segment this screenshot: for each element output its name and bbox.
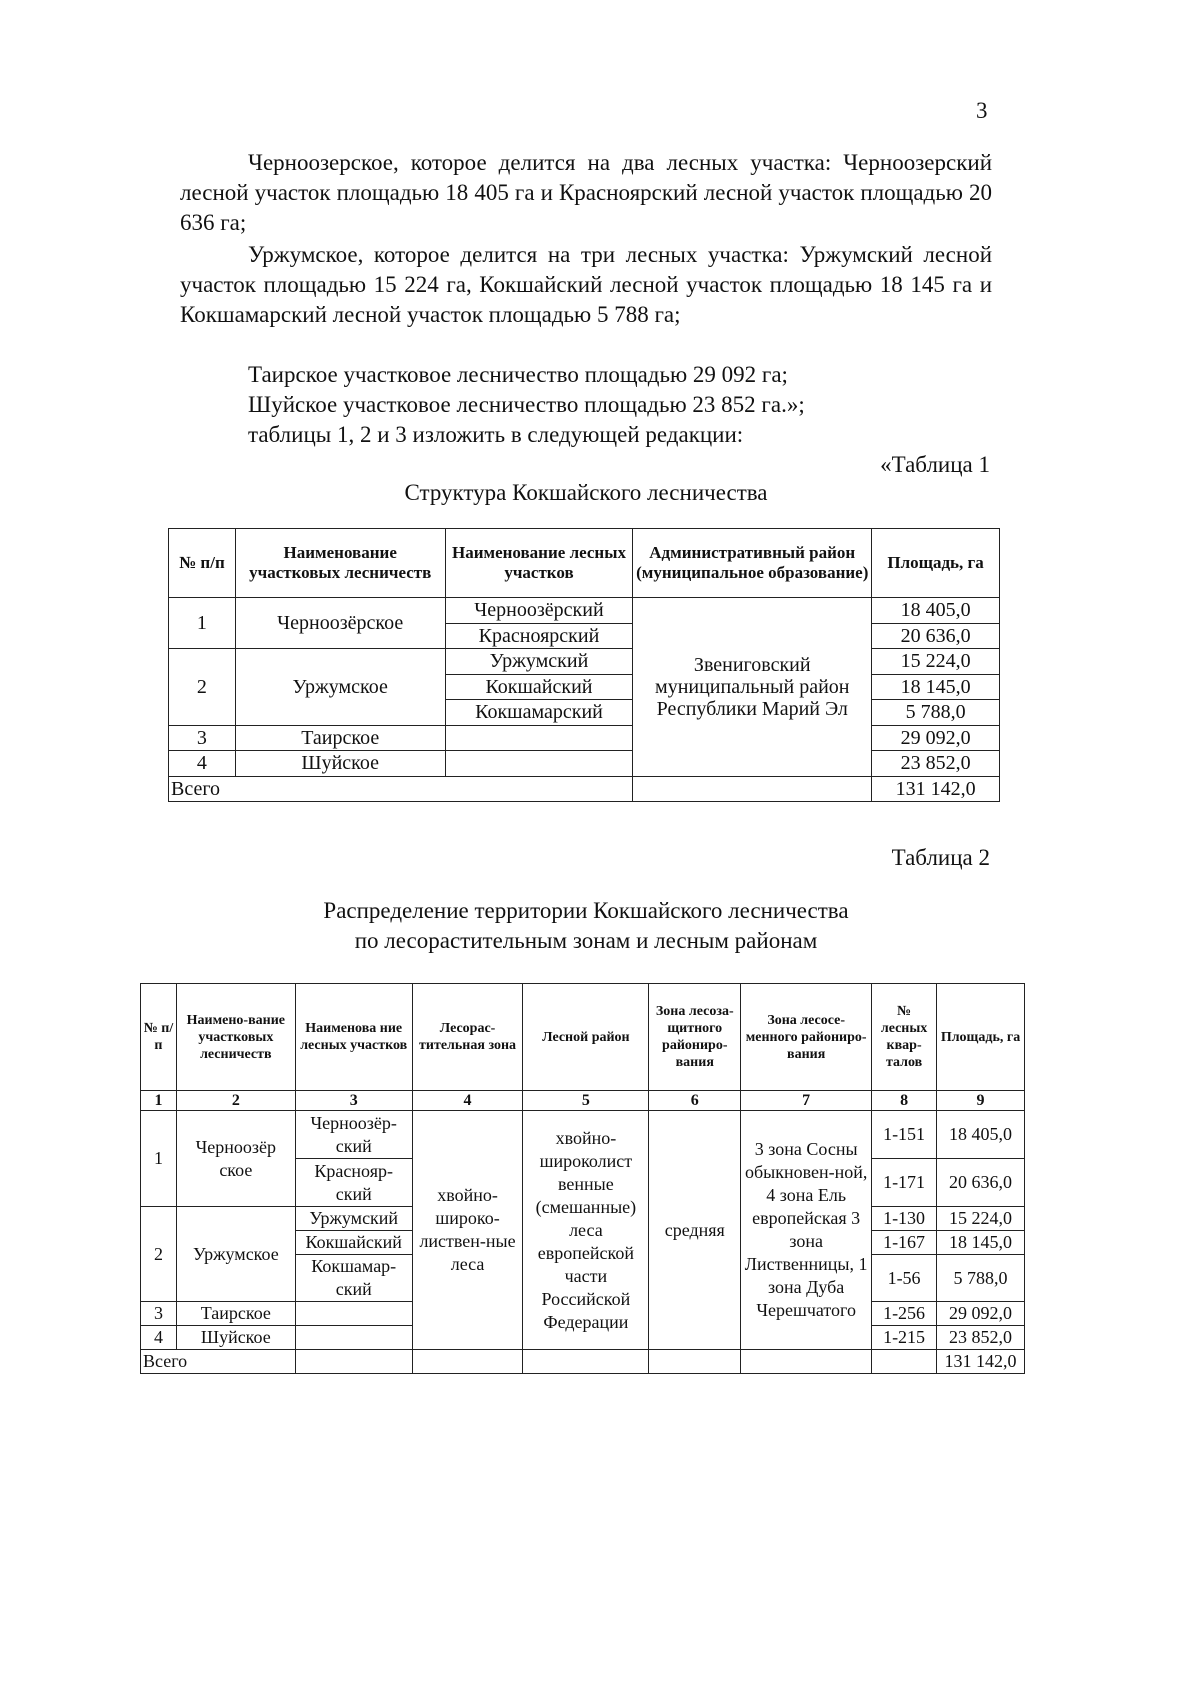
cell: 131 142,0 (872, 776, 1000, 802)
cell: 18 145,0 (872, 674, 1000, 700)
cell (445, 725, 633, 751)
header-cell: Лесорас-тительная зона (412, 984, 523, 1091)
header-cell: № п/п (169, 529, 236, 598)
cell: Уржумское (176, 1207, 295, 1302)
cell: Краснояр-ский (295, 1159, 412, 1207)
cell (295, 1326, 412, 1350)
cell: 2 (141, 1207, 177, 1302)
cell: средняя (649, 1111, 741, 1350)
cell: Черноозёр ское (176, 1111, 295, 1207)
cell: 29 092,0 (937, 1302, 1025, 1326)
cell (633, 776, 872, 802)
cell: Всего (169, 776, 633, 802)
cell: 4 (141, 1326, 177, 1350)
header-cell: Зона лесоза-щитного райониро-вания (649, 984, 741, 1091)
cell: 5 788,0 (937, 1255, 1025, 1302)
column-number-row (141, 1091, 1025, 1111)
cell (295, 1350, 412, 1374)
header-cell: Площадь, га (937, 984, 1025, 1091)
cell: Уржумское (235, 649, 445, 726)
header-cell: № п/п (141, 984, 177, 1091)
cell: 18 405,0 (872, 598, 1000, 624)
table2-label: Таблица 2 (891, 845, 990, 870)
header-cell: 1 (141, 1091, 177, 1111)
table2 (140, 983, 1025, 1374)
cell: хвойно-широколист венные (смешанные) леса европейской части Российской Федерации (523, 1111, 649, 1350)
header-cell: Наименова ние лесных участков (295, 984, 412, 1091)
table-total-row (141, 1350, 1025, 1374)
header-cell: 2 (176, 1091, 295, 1111)
cell (295, 1302, 412, 1326)
header-cell: Зона лесосе-менного райониро-вания (741, 984, 872, 1091)
cell (412, 1350, 523, 1374)
cell: Шуйское (176, 1326, 295, 1350)
cell: Шуйское (235, 751, 445, 777)
cell: Таирское (235, 725, 445, 751)
cell: 23 852,0 (872, 751, 1000, 777)
cell: Всего (141, 1350, 296, 1374)
cell: 2 (169, 649, 236, 726)
table-row (169, 598, 1000, 624)
cell: 3 зона Сосны обыкновен-ной, 4 зона Ель европейская 3 зона Лиственницы, 1 зона Дуба Черешчатого (741, 1111, 872, 1350)
header-cell: 9 (937, 1091, 1025, 1111)
paragraph: Таирское участковое лесничество площадью 29 092 га; (248, 362, 788, 387)
header-cell: 7 (741, 1091, 872, 1111)
cell: 1 (141, 1111, 177, 1207)
table1-title: Структура Кокшайского лесничества (404, 480, 768, 505)
paragraph: Черноозерское, которое делится на два лесных участка: Черноозерский лесной участок площадью 18 405 га и Красноярский лесной участок площадью 20 636 га; (180, 150, 992, 235)
cell: Кокшайский (295, 1231, 412, 1255)
header-cell: 5 (523, 1091, 649, 1111)
cell: 1-151 (872, 1111, 937, 1159)
header-cell: № лесных квар-талов (872, 984, 937, 1091)
table1-label: «Таблица 1 (880, 452, 990, 477)
table-row (141, 1111, 1025, 1159)
table-header-row (141, 984, 1025, 1091)
cell: Красноярский (445, 623, 633, 649)
cell: 18 405,0 (937, 1111, 1025, 1159)
cell: 1-171 (872, 1159, 937, 1207)
cell (649, 1350, 741, 1374)
cell: 29 092,0 (872, 725, 1000, 751)
paragraph: таблицы 1, 2 и 3 изложить в следующей редакции: (248, 422, 744, 447)
table1 (168, 528, 1000, 802)
header-cell: Наименование лесных участков (445, 529, 633, 598)
cell: 131 142,0 (937, 1350, 1025, 1374)
cell: Кокшамар-ский (295, 1255, 412, 1302)
cell: Уржумский (295, 1207, 412, 1231)
header-cell: 4 (412, 1091, 523, 1111)
header-cell: Наимено-вание участковых лесничеств (176, 984, 295, 1091)
cell: 20 636,0 (937, 1159, 1025, 1207)
cell: 3 (169, 725, 236, 751)
cell: 18 145,0 (937, 1231, 1025, 1255)
cell: 23 852,0 (937, 1326, 1025, 1350)
page-number: 3 (976, 98, 988, 123)
header-cell: 8 (872, 1091, 937, 1111)
cell: Кокшамарский (445, 700, 633, 726)
cell: 1-167 (872, 1231, 937, 1255)
header-cell: Административный район (муниципальное образование) (633, 529, 872, 598)
header-cell: Лесной район (523, 984, 649, 1091)
table-total-row (169, 776, 1000, 802)
cell: 1-130 (872, 1207, 937, 1231)
cell: Черноозёрское (235, 598, 445, 649)
cell: 20 636,0 (872, 623, 1000, 649)
cell: 4 (169, 751, 236, 777)
cell: Черноозёр-ский (295, 1111, 412, 1159)
table-header-row (169, 529, 1000, 598)
cell: 1-215 (872, 1326, 937, 1350)
paragraph: Уржумское, которое делится на три лесных участка: Уржумский лесной участок площадью 15 224 га, Кокшайский лесной участок площадью 18 145 га и Кокшамарский лесной участок площадью 5 788 га; (180, 242, 992, 327)
cell: Звениговский муниципальный район Республики Марий Эл (633, 598, 872, 777)
cell: 1 (169, 598, 236, 649)
cell: 5 788,0 (872, 700, 1000, 726)
cell: Уржумский (445, 649, 633, 675)
cell: 15 224,0 (872, 649, 1000, 675)
cell (872, 1350, 937, 1374)
table-row (169, 725, 1000, 751)
cell: хвойно-широко-листвен-ные леса (412, 1111, 523, 1350)
cell: 15 224,0 (937, 1207, 1025, 1231)
table-row (169, 649, 1000, 675)
header-cell: Площадь, га (872, 529, 1000, 598)
cell: Кокшайский (445, 674, 633, 700)
header-cell: Наименование участковых лесничеств (235, 529, 445, 598)
table2-title: по лесорастительным зонам и лесным районам (354, 928, 818, 953)
cell (523, 1350, 649, 1374)
table2-title: Распределение территории Кокшайского лесничества (323, 898, 849, 923)
table-row (169, 751, 1000, 777)
header-cell: 3 (295, 1091, 412, 1111)
cell: 3 (141, 1302, 177, 1326)
cell: 1-56 (872, 1255, 937, 1302)
cell: Черноозёрский (445, 598, 633, 624)
cell (445, 751, 633, 777)
paragraph: Шуйское участковое лесничество площадью 23 852 га.»; (248, 392, 805, 417)
cell (741, 1350, 872, 1374)
header-cell: 6 (649, 1091, 741, 1111)
cell: Таирское (176, 1302, 295, 1326)
cell: 1-256 (872, 1302, 937, 1326)
